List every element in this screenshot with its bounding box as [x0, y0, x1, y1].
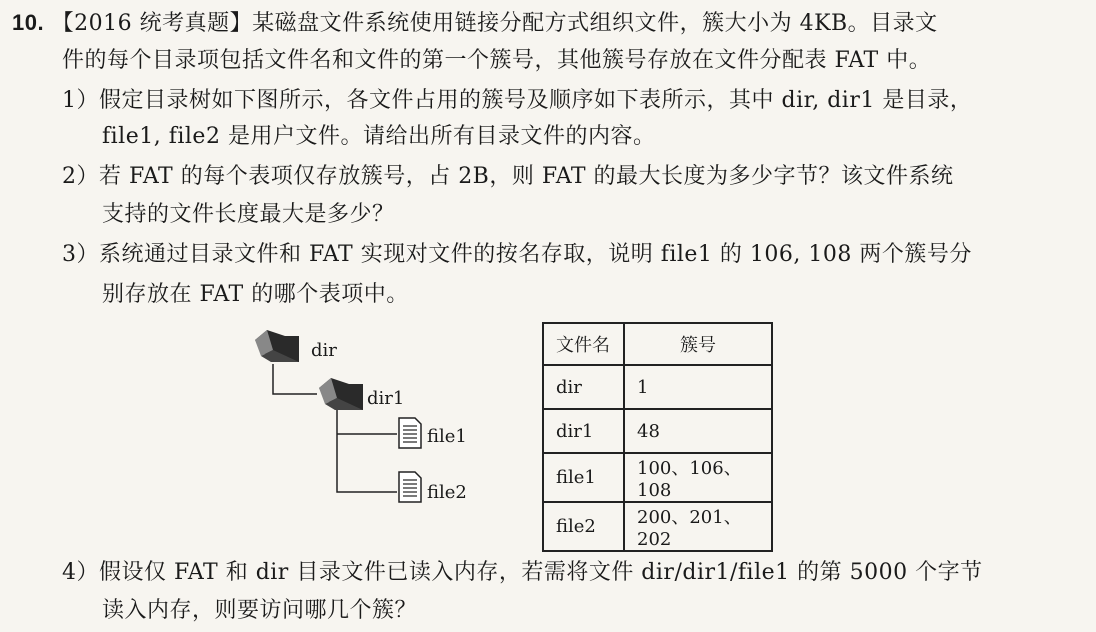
part1-line1: 1）假定目录树如下图所示，各文件占用的簇号及顺序如下表所示，其中 dir, dir1 是目录，: [62, 88, 973, 113]
table-header-cluster: 簇号: [624, 323, 772, 365]
tree-label-dir1: dir1: [367, 388, 405, 409]
question-stem-line1: 某磁盘文件系统使用链接分配方式组织文件，簇大小为 4KB。目录文: [252, 11, 938, 36]
part2-line1: 2）若 FAT 的每个表项仅存放簇号，占 2B，则 FAT 的最大长度为多少字节？该文件系统: [62, 164, 954, 189]
part1-line2: file1, file2 是用户文件。请给出所有目录文件的内容。: [102, 124, 656, 149]
tree-label-dir: dir: [311, 340, 337, 361]
part3-line2: 别存放在 FAT 的哪个表项中。: [102, 282, 409, 307]
document-icon: [397, 470, 423, 504]
table-cell-cluster: 200、201、202: [624, 502, 772, 551]
question-tag: 【2016 统考真题】: [51, 11, 253, 36]
table-cell-filename: file2: [543, 502, 624, 551]
question-stem-line2: 件的每个目录项包括文件名和文件的第一个簇号，其他簇号存放在文件分配表 FAT 中。: [62, 48, 932, 73]
table-cell-filename: dir: [543, 365, 624, 409]
table-header-filename: 文件名: [543, 323, 624, 365]
question-number: 10.: [12, 10, 45, 35]
part3-line1: 3）系统通过目录文件和 FAT 实现对文件的按名存取，说明 file1 的 106, 108 两个簇号分: [62, 242, 972, 267]
table-row: [543, 409, 772, 453]
tree-label-file1: file1: [427, 426, 467, 447]
folder-icon: [251, 326, 303, 366]
table-cell-cluster: 100、106、108: [624, 453, 772, 502]
question-header: [12, 8, 938, 39]
cluster-table: [542, 322, 773, 552]
table-row: [543, 365, 772, 409]
table-cell-filename: file1: [543, 453, 624, 502]
part4-line1: 4）假设仅 FAT 和 dir 目录文件已读入内存，若需将文件 dir/dir1/file1 的第 5000 个字节: [62, 560, 983, 585]
part2-line2: 支持的文件长度最大是多少？: [102, 202, 395, 227]
table-row: [543, 453, 772, 502]
table-row: [543, 502, 772, 551]
table-cell-cluster: 48: [624, 409, 772, 453]
folder-icon: [315, 374, 367, 414]
table-cell-cluster: 1: [624, 365, 772, 409]
tree-label-file2: file2: [427, 482, 467, 503]
table-header-row: [543, 323, 772, 365]
part4-line2: 读入内存，则要访问哪几个簇？: [102, 598, 418, 623]
table-cell-filename: dir1: [543, 409, 624, 453]
document-icon: [397, 416, 423, 450]
directory-tree-diagram: [245, 322, 485, 522]
